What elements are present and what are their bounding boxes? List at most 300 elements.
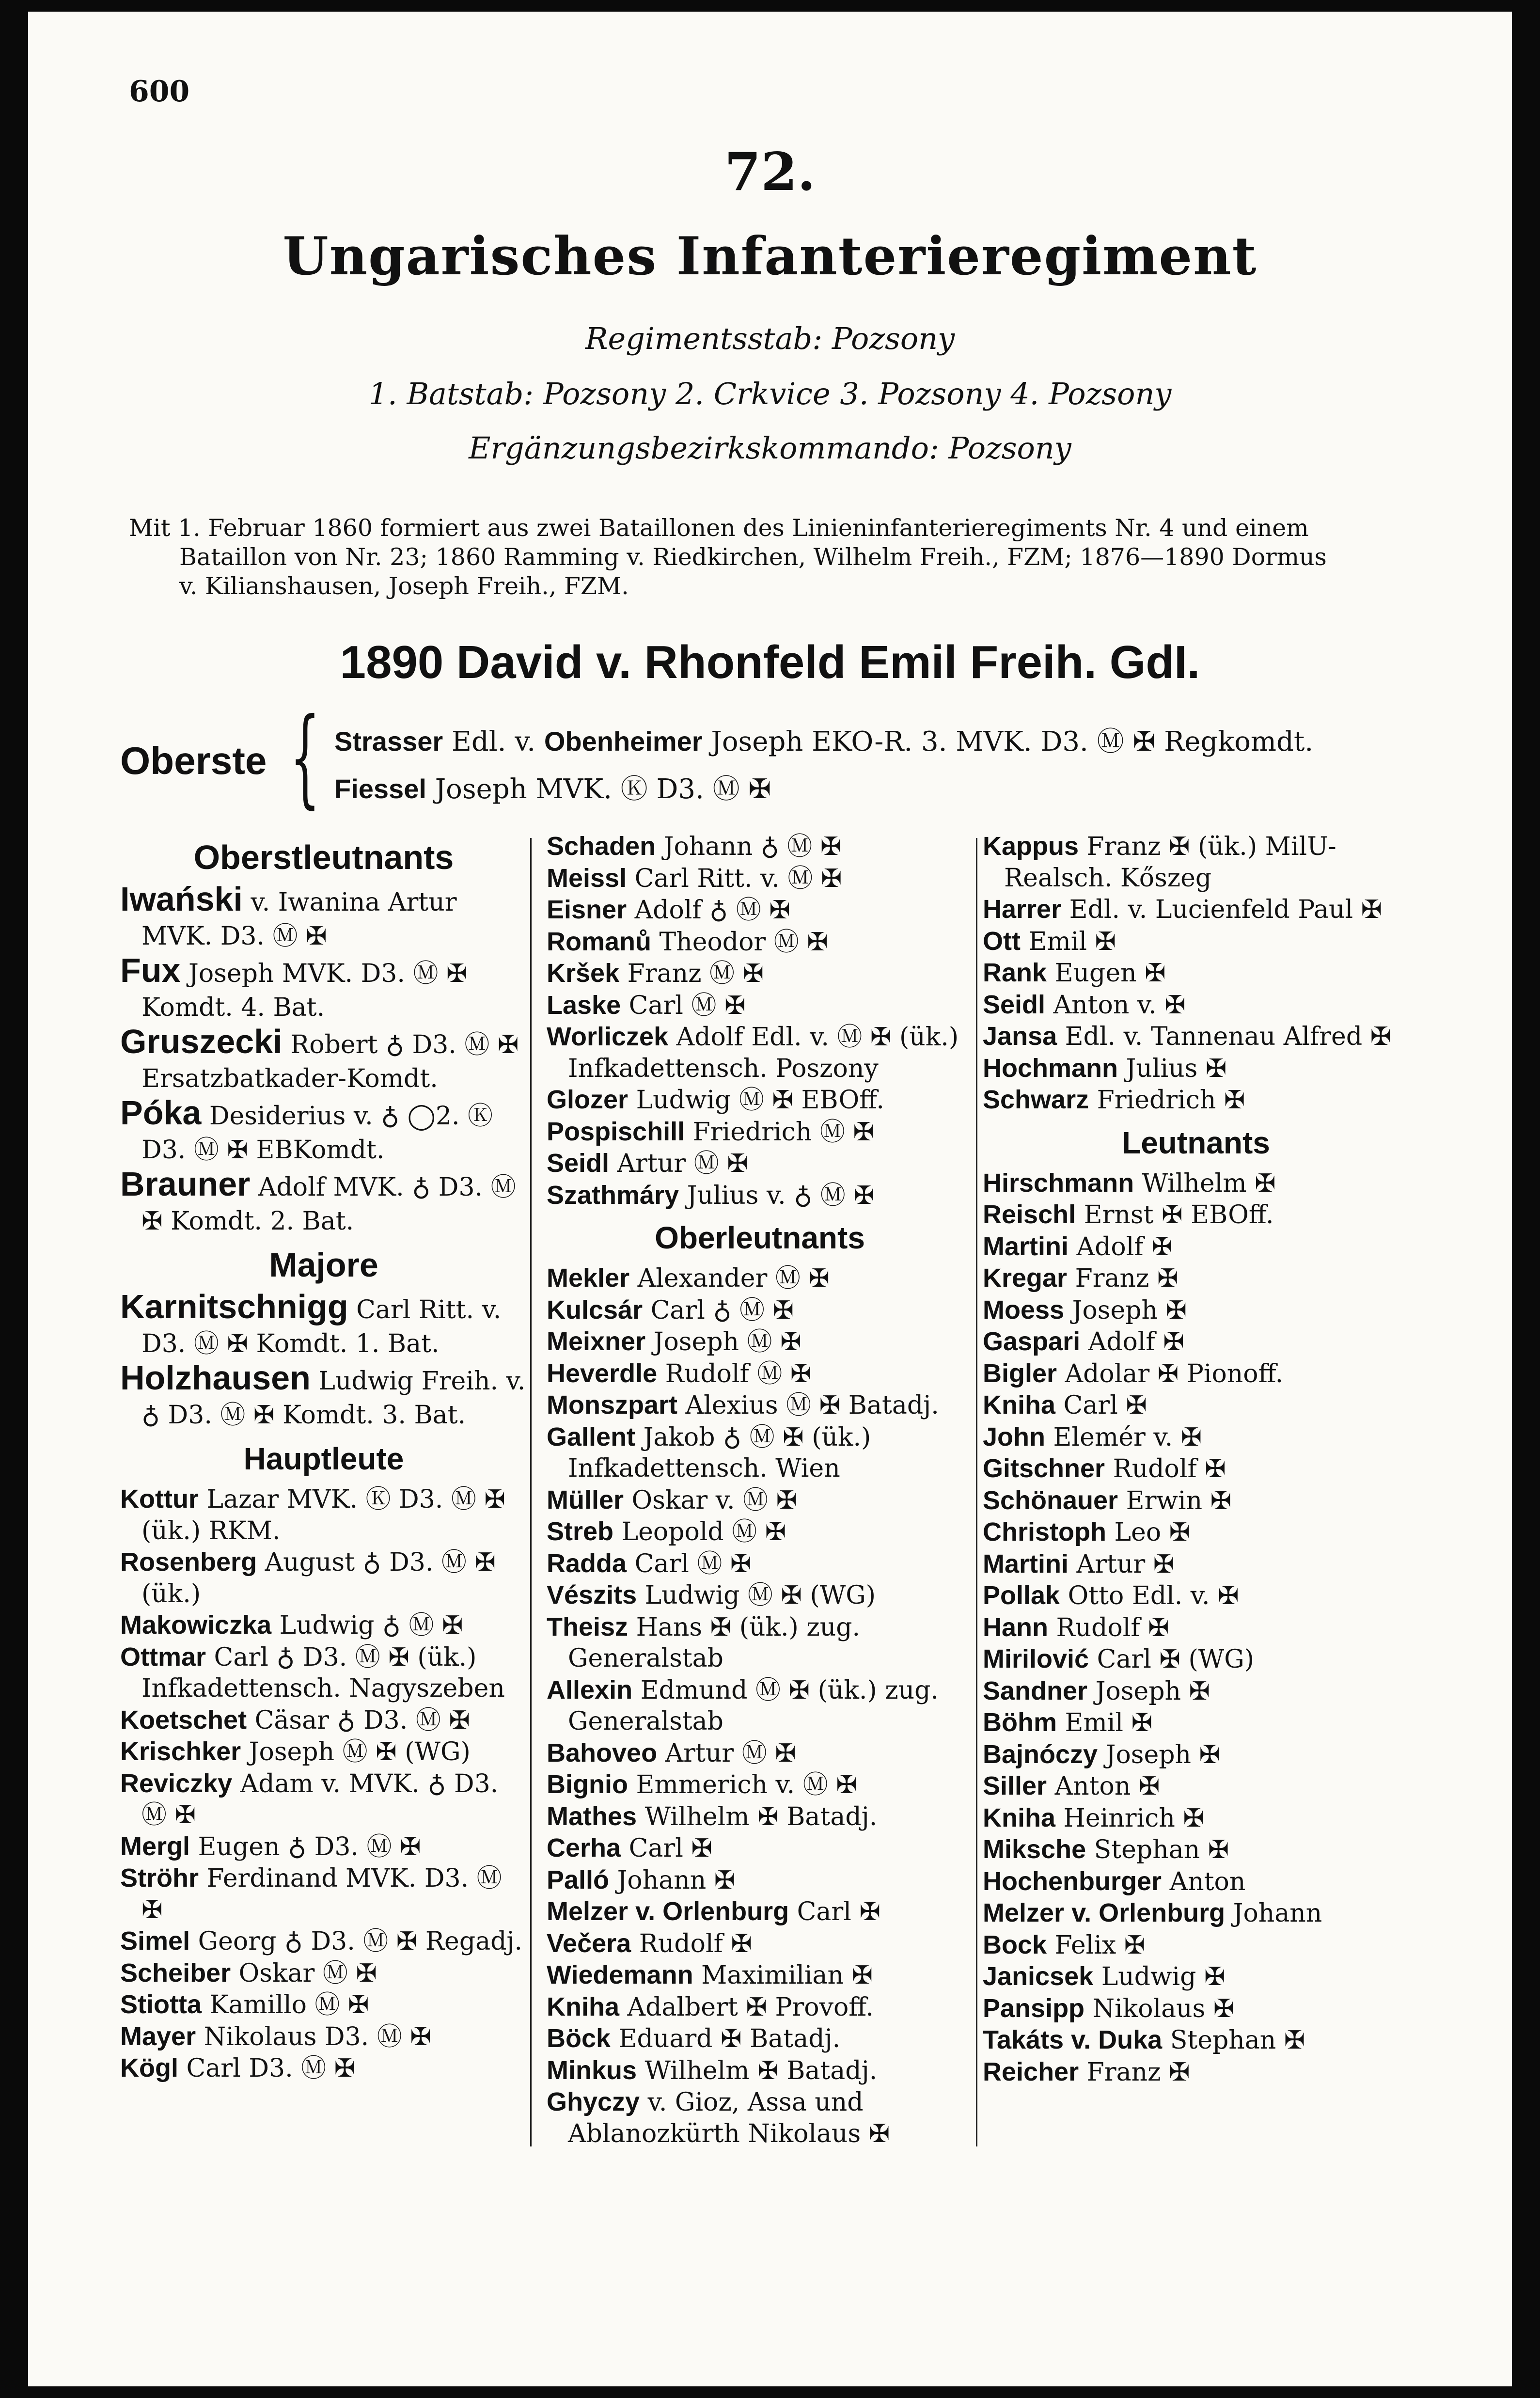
officer-details: Carl ♁ Ⓜ ✠: [643, 1295, 794, 1325]
officer-name: Stiotta: [120, 1990, 202, 2019]
officer-entry: [120, 1167, 527, 1238]
officer-entry: [983, 957, 1409, 989]
officer-details: Carl ✠: [621, 1834, 712, 1863]
officer-details: Emil ✠: [1056, 1708, 1153, 1737]
officer-name: Müller: [547, 1485, 624, 1515]
officer-name: Harrer: [983, 895, 1062, 924]
officer-details: Rudolf Ⓜ ✠: [657, 1359, 812, 1388]
officer-details: Stephan ✠: [1086, 1835, 1229, 1864]
officer-entry: [120, 1290, 527, 1361]
officer-details: Edmund Ⓜ ✠ (ük.) zug. Generalstab: [568, 1675, 939, 1736]
officer-name: Jansa: [983, 1022, 1057, 1051]
officer-entry: [983, 894, 1409, 926]
officer-entry: [983, 1084, 1409, 1116]
officer-name: Theisz: [547, 1612, 629, 1641]
officer-name: Christoph: [983, 1517, 1106, 1546]
officer-entry: [983, 1675, 1409, 1707]
officer-entry: [120, 1831, 527, 1863]
officer-name: Hochmann: [983, 1053, 1118, 1083]
officer-details: Ludwig Ⓜ ✠ EBOff.: [628, 1086, 884, 1115]
officer-name: Melzer v. Orlenburg: [547, 1897, 789, 1926]
entry-list: [120, 1290, 527, 1432]
officer-name: Schönauer: [983, 1485, 1118, 1515]
officer-name: Kniha: [547, 1992, 620, 2021]
history-paragraph: [129, 514, 1408, 601]
officer-details: Adolar ✠ Pionoff.: [1057, 1359, 1284, 1388]
officer-entry: [547, 1294, 973, 1326]
officer-entry: [547, 1737, 973, 1769]
officer-entry: [547, 1116, 973, 1148]
officer-name: Karnitschnigg: [120, 1288, 348, 1325]
officer-name: Kottur: [120, 1484, 199, 1514]
officer-details: Carl ♁ D3. Ⓜ ✠ (ük.) Infkadettensch. Nagyszeben: [141, 1642, 505, 1703]
officer-details: Maximilian ✠: [693, 1961, 873, 1990]
officer-entry: [547, 831, 973, 863]
officer-name: Fux: [120, 951, 181, 989]
officer-details: Joseph EKO-R. 3. MVK. D3. Ⓜ ✠ Regkomdt.: [702, 726, 1314, 757]
officer-entry: [983, 1802, 1409, 1834]
officer-name: Pansipp: [983, 1993, 1085, 2023]
regiment-number: 72.: [724, 142, 816, 203]
officer-details: Artur Ⓜ ✠: [609, 1149, 748, 1178]
officer-name: Bock: [983, 1930, 1047, 1959]
officer-entry: [547, 1832, 973, 1864]
officer-details: Carl D3. Ⓜ ✠: [178, 2054, 356, 2083]
regimentsstab-line: Regimentsstab: Pozsony: [585, 321, 955, 356]
officer-entry: [547, 1421, 973, 1484]
officer-name: Krischker: [120, 1737, 241, 1766]
officer-name: Kniha: [983, 1803, 1056, 1832]
officer-details: Ludwig ✠: [1093, 1962, 1226, 1991]
officer-name: Monszpart: [547, 1390, 677, 1420]
officer-entry: [983, 1021, 1409, 1053]
officer-entry: [983, 1167, 1409, 1199]
officer-name: Palló: [547, 1865, 610, 1894]
officer-details: Ludwig Freih. v. ♁ D3. Ⓜ ✠ Komdt. 3. Bat.: [141, 1367, 526, 1430]
officer-name: Bignio: [547, 1770, 628, 1799]
officer-name: Miksche: [983, 1835, 1086, 1864]
officer-entry: [547, 1801, 973, 1833]
officer-name: Gruszecki: [120, 1023, 283, 1060]
officer-name: Rosenberg: [120, 1547, 257, 1577]
officer-entry: [120, 1609, 527, 1641]
officer-name: Glozer: [547, 1085, 629, 1114]
officer-name: Cerha: [547, 1833, 621, 1862]
officer-entry: [983, 1548, 1409, 1580]
officer-entry: [983, 1993, 1409, 2025]
officer-details: Carl Ritt. v. Ⓜ ✠: [627, 864, 842, 893]
officer-details: Stephan ✠: [1162, 2026, 1305, 2055]
officer-entry: [983, 1897, 1409, 1929]
officer-name: Szathmáry: [547, 1180, 679, 1210]
officer-name: Koetschet: [120, 1705, 247, 1735]
officer-entry: [120, 1957, 527, 1989]
officer-name: Radda: [547, 1548, 627, 1578]
history-line: v. Kilianshausen, Joseph Freih., FZM.: [179, 572, 629, 600]
officer-name: Kulcsár: [547, 1295, 643, 1325]
officer-details: Franz ✠: [1067, 1264, 1179, 1293]
officer-entry: [983, 989, 1409, 1021]
officer-entry: [547, 990, 973, 1022]
officer-entry: [547, 1769, 973, 1801]
officer-details: Carl ✠: [1055, 1391, 1147, 1420]
officer-details: Franz ✠: [1079, 2057, 1190, 2087]
officer-name: Siller: [983, 1771, 1047, 1800]
officer-details: v. Gioz, Assa und Ablanozkürth Nikolaus ✠: [568, 2088, 890, 2148]
officer-details: Joseph MVK. D3. Ⓜ ✠ Komdt. 4. Bat.: [141, 959, 468, 1022]
history-line: Bataillon von Nr. 23; 1860 Ramming v. Riedkirchen, Wilhelm Freih., FZM; 1876—1890 Dormus: [179, 543, 1327, 571]
history-line: Mit 1. Februar 1860 formiert aus zwei Bataillonen des Linieninfanterieregiments Nr. 4 und einem: [129, 514, 1309, 542]
officer-entry: [983, 1326, 1409, 1358]
officer-entry: [120, 1768, 527, 1831]
inhaber-line: 1890 David v. Rhonfeld Emil Freih. GdI.: [340, 636, 1200, 688]
officer-details: Ernst ✠ EBOff.: [1076, 1200, 1274, 1230]
officer-details: Oskar Ⓜ ✠: [231, 1958, 377, 1988]
officer-details: Alexius Ⓜ ✠ Batadj.: [677, 1391, 939, 1420]
officer-details: Friedrich Ⓜ ✠: [685, 1117, 874, 1147]
officer-name: Sandner: [983, 1676, 1088, 1705]
officer-details: Eugen ♁ D3. Ⓜ ✠: [190, 1832, 421, 1862]
officer-details: Adolf ♁ Ⓜ ✠: [627, 896, 790, 925]
entry-list: [547, 831, 973, 1211]
officer-details: Desiderius v. ♁ ◯2. Ⓚ D3. Ⓜ ✠ EBKomdt.: [141, 1102, 493, 1165]
column-2: [547, 831, 973, 2149]
officer-name: Gitschner: [983, 1454, 1105, 1483]
officer-details: Joseph ✠: [1098, 1740, 1221, 1769]
officer-entry: [983, 1834, 1409, 1866]
officer-entry: [983, 1580, 1409, 1612]
officer-details: Artur Ⓜ ✠: [657, 1738, 796, 1768]
officer-name: Obenheimer: [544, 726, 703, 757]
officer-details: Emil ✠: [1020, 927, 1116, 956]
officer-details: Edl. v. Tannenau Alfred ✠: [1057, 1022, 1392, 1051]
section-heading-oberleutnants: Oberleutnants: [655, 1220, 865, 1255]
officer-details: Theodor Ⓜ ✠: [651, 927, 828, 957]
officer-entry: [547, 1084, 973, 1116]
officer-name: Gallent: [547, 1422, 636, 1451]
officer-entry: [547, 1021, 973, 1084]
officer-entry: [983, 1866, 1409, 1898]
officer-name: Janicsek: [983, 1962, 1094, 1991]
column-rule: [530, 838, 532, 2146]
officer-entry: [983, 1643, 1409, 1675]
officer-details: Carl ✠: [789, 1897, 881, 1926]
officer-name: Meissl: [547, 863, 627, 893]
section-heading-hauptleute: Hauptleute: [243, 1441, 404, 1476]
officer-details: Franz Ⓜ ✠: [619, 959, 764, 988]
officer-entry: [120, 1736, 527, 1768]
officer-details: Rudolf ✠: [1105, 1454, 1226, 1483]
column-3: [983, 831, 1409, 2088]
officer-entry: [983, 2056, 1409, 2088]
officer-details: Joseph ✠: [1064, 1295, 1187, 1325]
officer-name: Schwarz: [983, 1085, 1089, 1114]
officer-name: Mekler: [547, 1263, 630, 1293]
officer-entry: [120, 1989, 527, 2021]
officer-details: Ludwig Ⓜ ✠ (WG): [637, 1581, 876, 1610]
erganzung-line: Ergänzungsbezirkskommando: Pozsony: [469, 430, 1071, 466]
officer-details: Johann: [1225, 1899, 1322, 1928]
officer-details: Elemér v. ✠: [1045, 1422, 1202, 1452]
officer-name: Mirilović: [983, 1644, 1089, 1673]
officer-name: Iwański: [120, 880, 243, 918]
officer-name: Eisner: [547, 895, 627, 924]
officer-entry: [547, 2023, 973, 2055]
officer-details: Nikolaus D3. Ⓜ ✠: [196, 2022, 431, 2051]
officer-details: Wilhelm ✠ Batadj.: [637, 2056, 878, 2085]
officer-name: Heverdle: [547, 1358, 658, 1388]
officer-entry: [547, 958, 973, 990]
oberste-label: Oberste: [120, 739, 267, 782]
officer-entry: [983, 1707, 1409, 1739]
officer-name: Hann: [983, 1612, 1048, 1642]
entry-list: [547, 1262, 973, 2149]
officer-details: Erwin ✠: [1118, 1486, 1232, 1515]
officer-details: Eugen ✠: [1047, 959, 1166, 988]
officer-name: Reviczky: [120, 1768, 233, 1798]
officer-details: Oskar v. Ⓜ ✠: [624, 1485, 798, 1515]
section-heading-majore: Majore: [269, 1246, 378, 1284]
officer-entry: [120, 1704, 527, 1736]
officer-entry: [547, 1864, 973, 1896]
officer-details: Otto Edl. v. ✠: [1060, 1581, 1239, 1610]
officer-name: Wiedemann: [547, 1960, 693, 1989]
officer-entry: [120, 2052, 527, 2084]
officer-name: Reicher: [983, 2057, 1079, 2086]
officer-name: Böck: [547, 2024, 611, 2053]
officer-details: Friedrich ✠: [1089, 1086, 1245, 1115]
officer-entry: [547, 1579, 973, 1611]
officer-name: Pollak: [983, 1581, 1060, 1610]
officer-details: Rudolf ✠: [1048, 1613, 1169, 1642]
officer-entry: [983, 1929, 1409, 1961]
officer-details: Adolf ✠: [1069, 1232, 1173, 1262]
officer-details: Joseph Ⓜ ✠: [645, 1327, 801, 1357]
officer-details: Anton: [1162, 1867, 1246, 1896]
officer-name: Bajnóczy: [983, 1739, 1098, 1769]
officer-name: Pospischill: [547, 1117, 685, 1146]
officer-entry: [120, 1862, 527, 1925]
officer-details: Carl Ⓜ ✠: [621, 991, 746, 1020]
officer-name: Reischl: [983, 1200, 1076, 1229]
officer-name: Ströhr: [120, 1863, 199, 1893]
officer-details: Emmerich v. Ⓜ ✠: [628, 1770, 857, 1799]
officer-entry: [120, 1546, 527, 1609]
officer-name: Scheiber: [120, 1958, 231, 1988]
officer-name: Romanů: [547, 927, 651, 956]
officer-details: Alexander Ⓜ ✠: [629, 1264, 830, 1293]
officer-entry: [547, 863, 973, 895]
officer-entry: [983, 1053, 1409, 1085]
officer-entry: [547, 1611, 973, 1674]
officer-details: Adolf MVK. ♁ D3. Ⓜ ✠ Komdt. 2. Bat.: [141, 1173, 516, 1236]
officer-name: Ott: [983, 926, 1021, 956]
officer-entry: [547, 2086, 973, 2149]
officer-name: Brauner: [120, 1165, 251, 1203]
officer-details: Franz ✠ (ük.) MilU-Realsch. Kőszeg: [1004, 832, 1336, 893]
officer-details: Cäsar ♁ D3. Ⓜ ✠: [247, 1705, 470, 1735]
officer-entry: [547, 1674, 973, 1737]
officer-name: Makowiczka: [120, 1610, 272, 1640]
officer-entry: [547, 1548, 973, 1580]
officer-details: Wilhelm ✠: [1134, 1168, 1276, 1198]
officer-name: Bahoveo: [547, 1738, 658, 1767]
officer-details: Carl Ritt. v. D3. Ⓜ ✠ Komdt. 1. Bat.: [141, 1295, 502, 1358]
officer-details: Anton ✠: [1047, 1772, 1160, 1801]
officer-name: Mergl: [120, 1831, 190, 1861]
officer-name: Minkus: [547, 2055, 637, 2085]
officer-details: Hans ✠ (ük.) zug. Generalstab: [568, 1612, 861, 1673]
officer-entry: [983, 1262, 1409, 1294]
officer-details: Edl. v. Lucienfeld Paul ✠: [1061, 895, 1383, 924]
entry-list: [983, 1167, 1409, 2088]
officer-entry: [120, 1361, 527, 1432]
officer-details: Artur ✠: [1069, 1549, 1175, 1579]
officer-name: Fiessel: [334, 773, 426, 804]
officer-name: Laske: [547, 990, 621, 1020]
officer-entry: [120, 1925, 527, 1957]
officer-details: Felix ✠: [1047, 1930, 1146, 1960]
officer-entry: [983, 1358, 1409, 1390]
column-1: [120, 831, 527, 2084]
officer-entry: [547, 1180, 973, 1212]
officer-name: Bigler: [983, 1358, 1057, 1388]
officer-details: Ferdinand MVK. D3. Ⓜ ✠: [141, 1864, 502, 1925]
officer-name: Hochenburger: [983, 1866, 1162, 1896]
officer-details: Anton v. ✠: [1045, 990, 1186, 1020]
officer-name: Melzer v. Orlenburg: [983, 1898, 1226, 1927]
officer-details: Heinrich ✠: [1055, 1803, 1204, 1833]
officer-name: John: [983, 1422, 1045, 1451]
entry-list: [120, 1483, 527, 2084]
officer-entry: [983, 2024, 1409, 2056]
officer-entry: [983, 926, 1409, 958]
officer-details: August ♁ D3. Ⓜ ✠ (ük.): [141, 1548, 496, 1609]
officer-name: Kniha: [983, 1390, 1056, 1420]
officer-details: Nikolaus ✠: [1084, 1994, 1235, 2023]
officer-name: Seidl: [547, 1149, 610, 1178]
officer-name: Mathes: [547, 1801, 637, 1831]
officer-entry: [547, 1148, 973, 1180]
officer-entry: [547, 1991, 973, 2023]
officer-name: Holzhausen: [120, 1359, 311, 1397]
officer-name: Póka: [120, 1094, 202, 1132]
officer-entry: [547, 1959, 973, 1991]
officer-name: Meixner: [547, 1327, 646, 1356]
officer-details: Julius ✠: [1118, 1054, 1227, 1083]
officer-entry: [547, 1484, 973, 1516]
officer-name: Böhm: [983, 1708, 1057, 1737]
officer-entry: [120, 953, 527, 1025]
officer-entry: [120, 1483, 527, 1546]
officer-entry: [547, 1389, 973, 1421]
officer-name: Seidl: [983, 990, 1046, 1019]
officer-details: Julius v. ♁ Ⓜ ✠: [679, 1181, 875, 1210]
officer-details: Ludwig ♁ Ⓜ ✠: [271, 1611, 463, 1640]
officer-details: Carl Ⓜ ✠: [627, 1549, 752, 1578]
officer-name: Kršek: [547, 959, 620, 988]
officer-details: Wilhelm ✠ Batadj.: [637, 1802, 878, 1831]
officer-name: Hirschmann: [983, 1168, 1134, 1198]
officer-entry: [983, 1199, 1409, 1231]
page-number: 600: [129, 75, 190, 109]
officer-entry: [547, 1262, 973, 1294]
officer-name: Kregar: [983, 1263, 1068, 1293]
officer-details: Leo ✠: [1106, 1518, 1191, 1547]
entry-list: [983, 831, 1409, 1116]
batstab-line: 1. Batstab: Pozsony 2. Crkvice 3. Pozsony 4. Pozsony: [368, 376, 1172, 411]
officer-name: Worliczek: [547, 1022, 669, 1051]
officer-details: Robert ♁ D3. Ⓜ ✠ Ersatzbatkader-Komdt.: [141, 1030, 519, 1093]
officer-name: Kögl: [120, 2053, 178, 2082]
section-heading-oberstleutnants: Oberstleutnants: [193, 838, 454, 876]
officer-entry: [120, 882, 527, 953]
officer-entry: [547, 926, 973, 958]
officer-details: Adam v. MVK. ♁ D3. Ⓜ ✠: [141, 1769, 499, 1830]
officer-details: Joseph Ⓜ ✠ (WG): [241, 1737, 471, 1767]
officer-details: Edl. v.: [451, 726, 544, 757]
officer-details: Joseph ✠: [1087, 1676, 1210, 1706]
oberst-entry: [334, 768, 771, 806]
officer-details: Carl ✠ (WG): [1089, 1645, 1255, 1674]
officer-details: Georg ♁ D3. Ⓜ ✠ Regadj.: [190, 1927, 523, 1956]
officer-details: Rudolf ✠: [631, 1929, 752, 1958]
officer-details: Jakob ♁ Ⓜ ✠ (ük.) Infkadettensch. Wien: [568, 1422, 871, 1483]
officer-entry: [983, 1770, 1409, 1802]
officer-entry: [983, 1294, 1409, 1326]
section-heading-leutnants: Leutnants: [1122, 1125, 1270, 1160]
officer-details: Eduard ✠ Batadj.: [611, 2024, 841, 2053]
officer-entry: [983, 1516, 1409, 1548]
officer-name: Ottmar: [120, 1642, 206, 1672]
officer-entry: [547, 1516, 973, 1548]
officer-name: Kappus: [983, 832, 1079, 861]
oberst-entry: [334, 720, 1313, 759]
officer-name: Mayer: [120, 2021, 196, 2051]
officer-details: Adalbert ✠ Provoff.: [619, 1992, 874, 2022]
officer-details: Johann ✠: [609, 1865, 736, 1895]
officer-name: Allexin: [547, 1675, 633, 1704]
officer-details: Adolf ✠: [1080, 1327, 1184, 1357]
officer-details: Joseph MVK. Ⓚ D3. Ⓜ ✠: [426, 773, 771, 805]
officer-entry: [983, 1421, 1409, 1453]
officer-details: Kamillo Ⓜ ✠: [202, 1990, 369, 2019]
officer-name: Simel: [120, 1926, 190, 1956]
officer-entry: [547, 1928, 973, 1960]
officer-entry: [547, 894, 973, 926]
officer-entry: [983, 1961, 1409, 1993]
officer-entry: [120, 2021, 527, 2053]
entry-list: [120, 882, 527, 1238]
officer-name: Vészits: [547, 1580, 637, 1609]
officer-entry: [547, 2055, 973, 2087]
officer-name: Strasser: [334, 726, 443, 757]
officer-name: Večera: [547, 1928, 631, 1958]
officer-details: Lazar MVK. Ⓚ D3. Ⓜ ✠ (ük.) RKM.: [141, 1485, 505, 1546]
officer-name: Streb: [547, 1517, 614, 1546]
officer-name: Martini: [983, 1549, 1069, 1578]
officer-entry: [983, 1485, 1409, 1517]
officer-name: Ghyczy: [547, 2087, 640, 2116]
officer-details: Johann ♁ Ⓜ ✠: [656, 832, 842, 861]
regiment-title: Ungarisches Infanterieregiment: [283, 226, 1257, 287]
officer-name: Moess: [983, 1295, 1065, 1325]
officer-details: Adolf Edl. v. Ⓜ ✠ (ük.) Infkadettensch. Poszony: [568, 1023, 959, 1083]
officer-entry: [120, 1096, 527, 1167]
officer-entry: [983, 1389, 1409, 1421]
officer-entry: [120, 1641, 527, 1704]
officer-entry: [547, 1358, 973, 1390]
